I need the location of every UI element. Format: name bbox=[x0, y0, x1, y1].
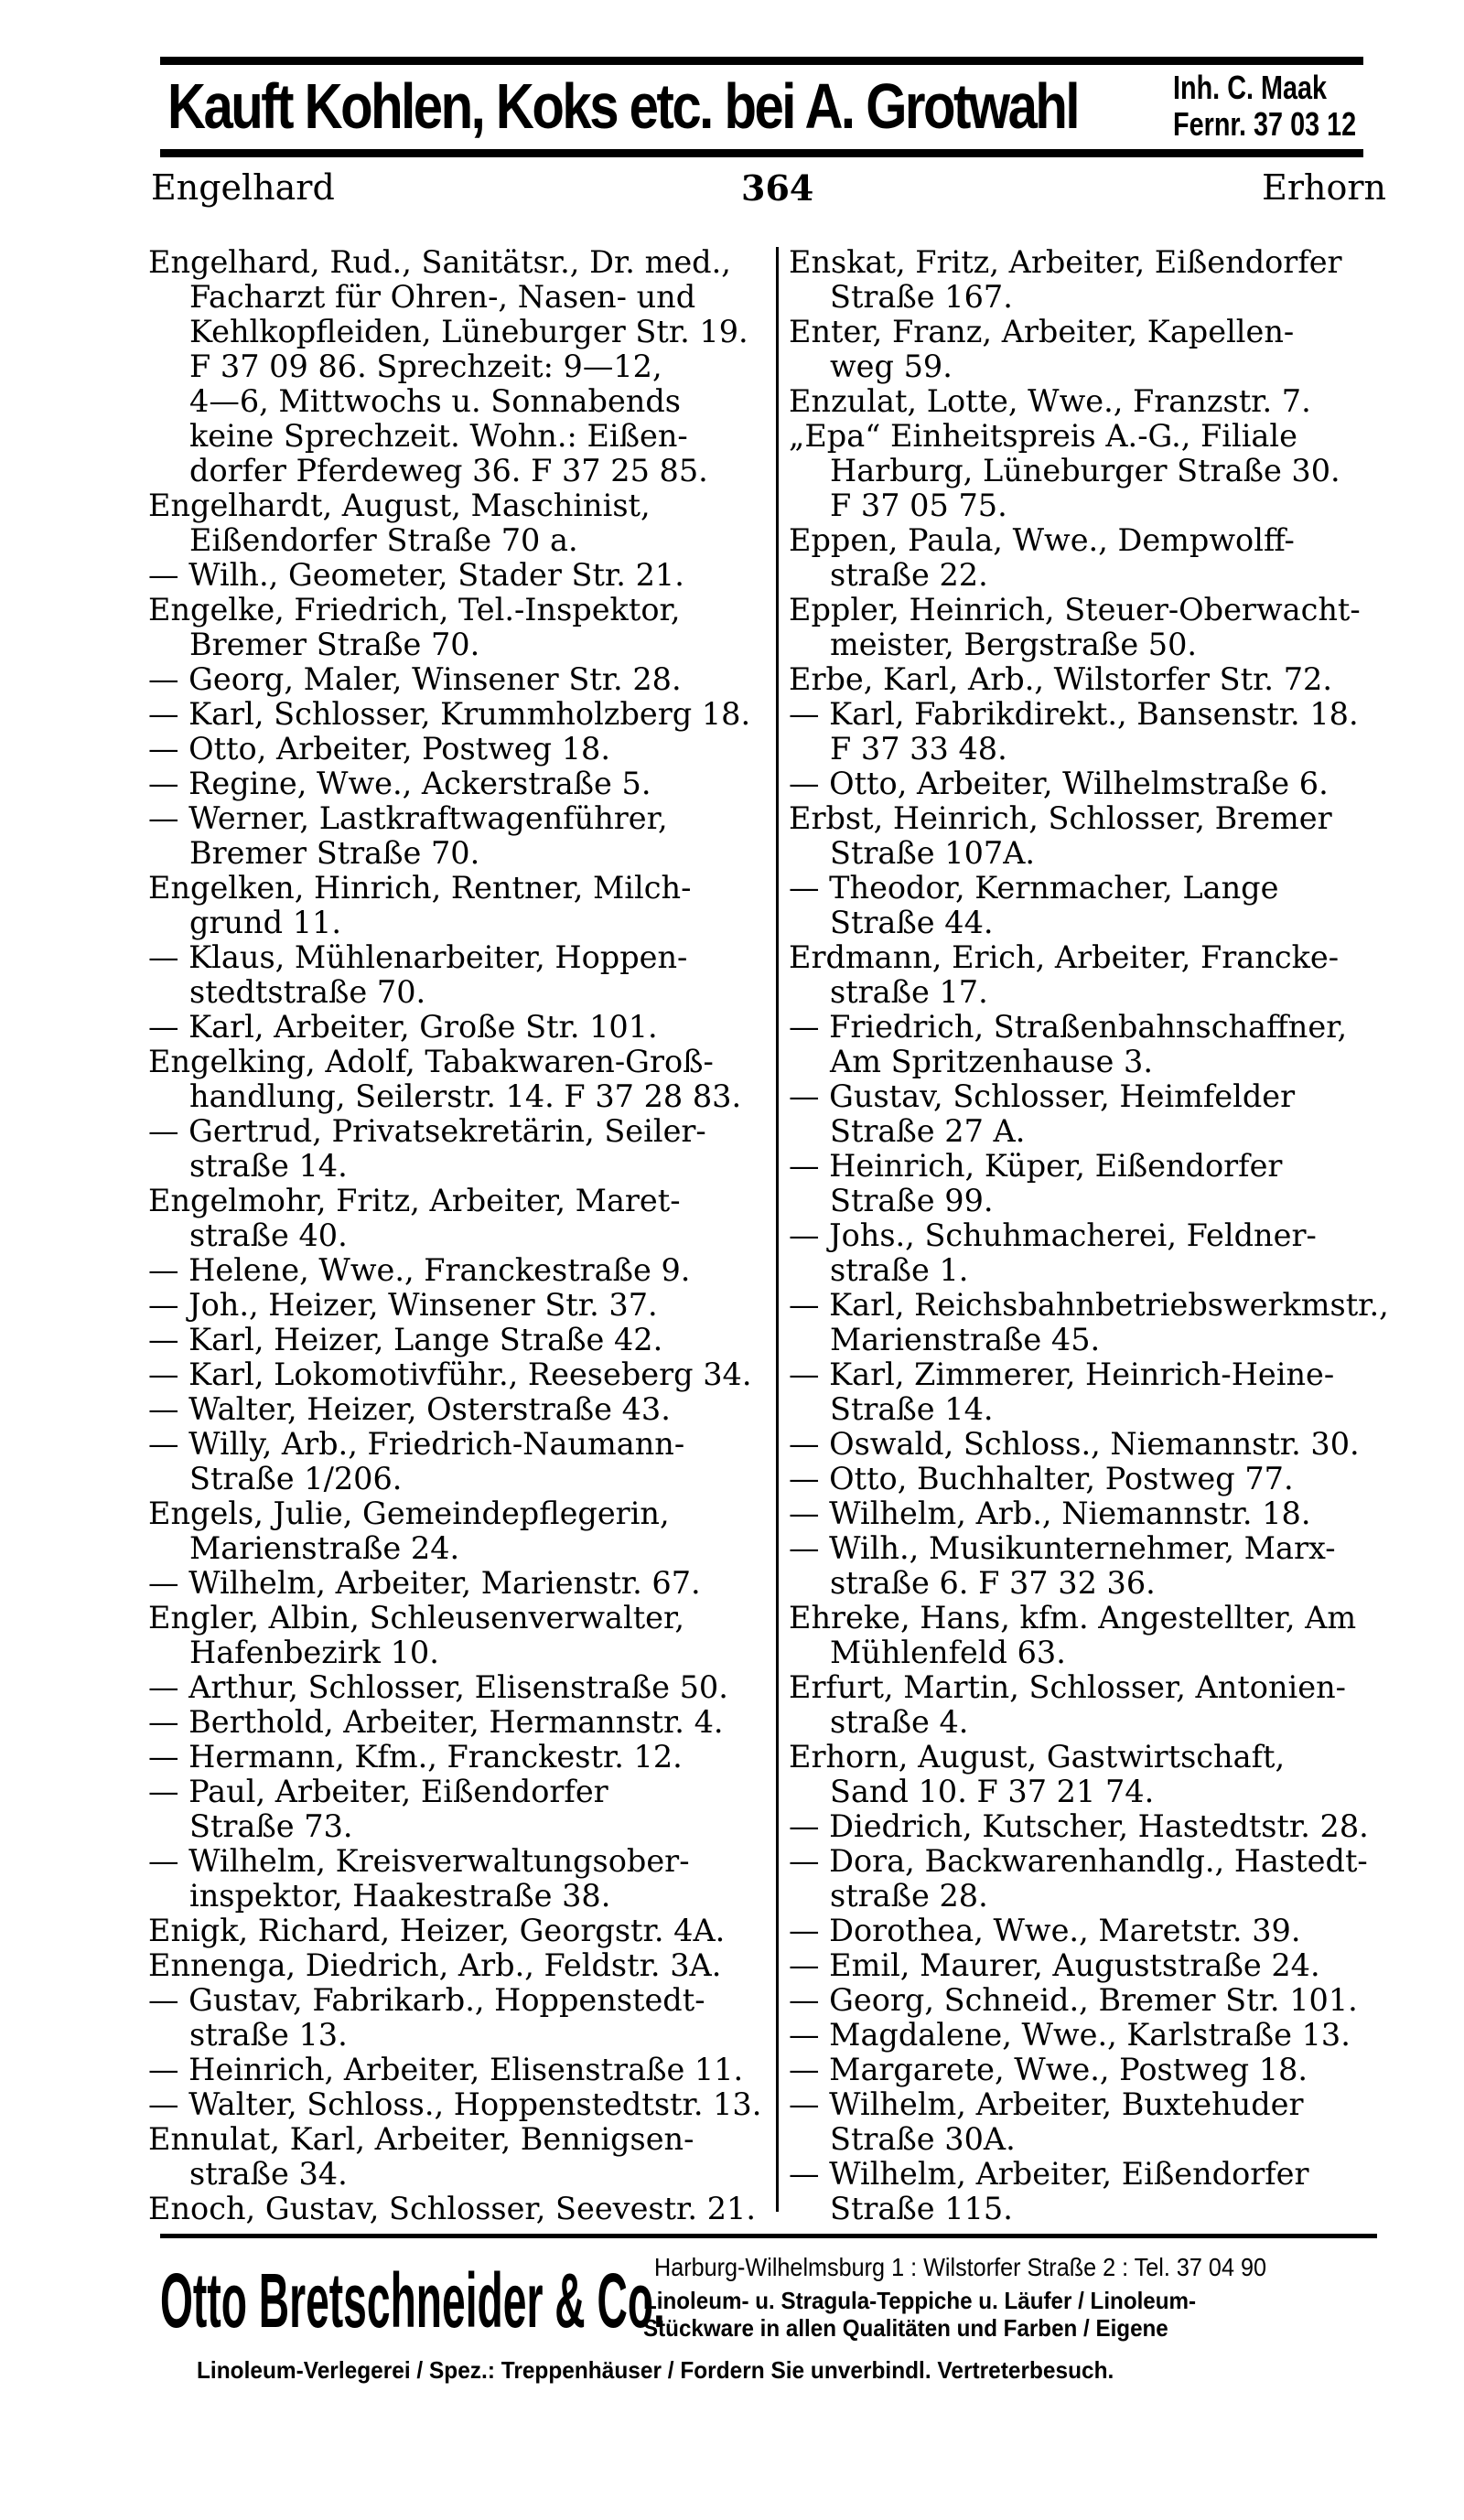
entry-continuation-line: Marienstraße 24. bbox=[189, 1530, 460, 1566]
entry-line: Engelhard, Rud., Sanitätsr., Dr. med., bbox=[148, 244, 731, 280]
entry-continuation-line: straße 4. bbox=[830, 1704, 969, 1740]
ad-rule-bottom bbox=[160, 149, 1363, 157]
directory-entry bbox=[789, 767, 1393, 801]
entry-line: — Gustav, Fabrikarb., Hoppenstedt- bbox=[148, 1982, 705, 2018]
entry-line: — Wilhelm, Arbeiter, Marienstr. 67. bbox=[148, 1565, 701, 1601]
entry-continuation-line: straße 14. bbox=[189, 1148, 348, 1184]
left-column bbox=[148, 245, 770, 2226]
entry-line: — Walter, Schloss., Hoppenstedtstr. 13. bbox=[148, 2086, 762, 2122]
entry-line: Erhorn, August, Gastwirtschaft, bbox=[789, 1739, 1286, 1775]
entry-continuation-line: F 37 09 86. Sprechzeit: 9—12, bbox=[189, 349, 662, 384]
ad-products-line: Stückware in allen Qualitäten und Farben / Eigene bbox=[643, 2314, 1168, 2342]
entry-line: — Karl, Heizer, Lange Straße 42. bbox=[148, 1322, 663, 1357]
entry-line: — Berthold, Arbeiter, Hermannstr. 4. bbox=[148, 1704, 724, 1740]
directory-entry bbox=[789, 1670, 1393, 1740]
entry-line: Enskat, Fritz, Arbeiter, Eißendorfer bbox=[789, 244, 1342, 280]
bottom-advertisement bbox=[160, 2236, 1405, 2419]
entry-continuation-line: Am Spritzenhause 3. bbox=[830, 1044, 1153, 1079]
directory-entry bbox=[789, 662, 1393, 697]
entry-line: — Heinrich, Küper, Eißendorfer bbox=[789, 1148, 1283, 1184]
directory-entry bbox=[789, 940, 1393, 1010]
entry-continuation-line: 4—6, Mittwochs u. Sonnabends bbox=[189, 383, 681, 419]
entry-continuation-line: straße 40. bbox=[189, 1217, 348, 1253]
entry-continuation-line: stedtstraße 70. bbox=[189, 974, 426, 1010]
entry-continuation-line: inspektor, Haakestraße 38. bbox=[189, 1878, 611, 1914]
entry-line: Erbe, Karl, Arb., Wilstorfer Str. 72. bbox=[789, 661, 1332, 697]
entry-continuation-line: straße 28. bbox=[830, 1878, 988, 1914]
directory-entry bbox=[789, 1914, 1393, 1948]
directory-entry bbox=[789, 871, 1393, 940]
entry-line: Enigk, Richard, Heizer, Georgstr. 4A. bbox=[148, 1913, 726, 1948]
entry-line: — Wilh., Musikunternehmer, Marx- bbox=[789, 1530, 1336, 1566]
entry-line: — Karl, Arbeiter, Große Str. 101. bbox=[148, 1009, 658, 1045]
entry-line: — Theodor, Kernmacher, Lange bbox=[789, 870, 1279, 906]
directory-entry bbox=[789, 1531, 1393, 1601]
directory-entry bbox=[148, 245, 770, 488]
directory-entry bbox=[148, 558, 770, 593]
directory-entry bbox=[789, 2087, 1393, 2157]
entry-continuation-line: F 37 05 75. bbox=[830, 488, 1007, 523]
directory-entry bbox=[148, 488, 770, 558]
entry-line: — Karl, Lokomotivführ., Reeseberg 34. bbox=[148, 1357, 752, 1392]
directory-entry bbox=[789, 2157, 1393, 2226]
entry-continuation-line: straße 22. bbox=[830, 557, 988, 593]
entry-continuation-line: Straße 73. bbox=[189, 1808, 353, 1844]
directory-entry bbox=[789, 2018, 1393, 2053]
entry-line: Engels, Julie, Gemeindepflegerin, bbox=[148, 1496, 670, 1531]
directory-entry bbox=[789, 315, 1393, 384]
entry-line: — Emil, Maurer, Auguststraße 24. bbox=[789, 1947, 1320, 1983]
ad-products bbox=[643, 2287, 1196, 2342]
directory-entry bbox=[148, 2053, 770, 2087]
entry-line: — Helene, Wwe., Franckestraße 9. bbox=[148, 1252, 691, 1288]
entry-line: Engler, Albin, Schleusenverwalter, bbox=[148, 1600, 684, 1635]
header-first-entry: Engelhard bbox=[151, 167, 335, 208]
entry-continuation-line: straße 6. F 37 32 36. bbox=[830, 1565, 1156, 1601]
entry-continuation-line: Straße 115. bbox=[830, 2191, 1013, 2226]
entry-line: — Wilhelm, Arbeiter, Buxtehuder bbox=[789, 2086, 1304, 2122]
entry-continuation-line: meister, Bergstraße 50. bbox=[830, 627, 1198, 662]
directory-entry bbox=[789, 1462, 1393, 1496]
entry-line: Engelhardt, August, Maschinist, bbox=[148, 488, 651, 523]
entry-line: — Wilhelm, Arb., Niemannstr. 18. bbox=[789, 1496, 1311, 1531]
right-column bbox=[789, 245, 1393, 2226]
ad-verlegerei: Linoleum-Verlegerei / Spez.: Treppenhäuser / Fordern Sie unverbindl. Vertreterbesuch. bbox=[197, 2356, 1114, 2384]
directory-entry bbox=[789, 245, 1393, 315]
entry-line: Engelke, Friedrich, Tel.-Inspektor, bbox=[148, 592, 681, 627]
directory-entry bbox=[148, 1045, 770, 1114]
entry-continuation-line: Kehlkopfleiden, Lüneburger Str. 19. bbox=[189, 314, 748, 349]
column-divider bbox=[776, 247, 779, 2212]
entry-continuation-line: Sand 10. F 37 21 74. bbox=[830, 1774, 1155, 1809]
entry-continuation-line: dorfer Pferdeweg 36. F 37 25 85. bbox=[189, 453, 708, 488]
entry-line: — Diedrich, Kutscher, Hastedtstr. 28. bbox=[789, 1808, 1369, 1844]
entry-line: — Otto, Arbeiter, Postweg 18. bbox=[148, 731, 610, 767]
entry-line: Ehreke, Hans, kfm. Angestellter, Am bbox=[789, 1600, 1357, 1635]
entry-line: — Walter, Heizer, Osterstraße 43. bbox=[148, 1391, 671, 1427]
directory-entry bbox=[789, 1809, 1393, 1844]
directory-entry bbox=[148, 1670, 770, 1705]
entry-line: Erdmann, Erich, Arbeiter, Francke- bbox=[789, 939, 1340, 975]
directory-entry bbox=[789, 1844, 1393, 1914]
entry-line: „Epa“ Einheitspreis A.-G., Filiale bbox=[789, 418, 1297, 454]
top-advertisement bbox=[160, 57, 1363, 157]
directory-entry bbox=[148, 2122, 770, 2192]
directory-entry bbox=[148, 1184, 770, 1253]
directory-entry bbox=[148, 1983, 770, 2053]
directory-entry bbox=[789, 384, 1393, 419]
directory-entry bbox=[148, 940, 770, 1010]
directory-entry bbox=[148, 871, 770, 940]
directory-entry bbox=[148, 1601, 770, 1670]
ad-owner: Inh. C. Maak bbox=[1173, 69, 1328, 106]
entry-line: — Gertrud, Privatsekretärin, Seiler- bbox=[148, 1113, 706, 1149]
directory-entry bbox=[789, 1983, 1393, 2018]
entry-continuation-line: Facharzt für Ohren-, Nasen- und bbox=[189, 279, 696, 315]
directory-entry bbox=[789, 1218, 1393, 1288]
entry-line: — Klaus, Mühlenarbeiter, Hoppen- bbox=[148, 939, 688, 975]
entry-continuation-line: straße 17. bbox=[830, 974, 988, 1010]
directory-entry bbox=[148, 801, 770, 871]
entry-line: — Karl, Reichsbahnbetriebswerkmstr., bbox=[789, 1287, 1389, 1323]
entry-line: — Wilhelm, Kreisverwaltungsober- bbox=[148, 1843, 690, 1879]
entry-line: — Georg, Maler, Winsener Str. 28. bbox=[148, 661, 682, 697]
entry-continuation-line: keine Sprechzeit. Wohn.: Eißen- bbox=[189, 418, 688, 454]
entry-continuation-line: Straße 14. bbox=[830, 1391, 994, 1427]
entry-continuation-line: handlung, Seilerstr. 14. F 37 28 83. bbox=[189, 1078, 742, 1114]
entry-line: — Heinrich, Arbeiter, Elisenstraße 11. bbox=[148, 2052, 744, 2087]
entry-line: — Joh., Heizer, Winsener Str. 37. bbox=[148, 1287, 658, 1323]
entry-continuation-line: Straße 99. bbox=[830, 1183, 994, 1218]
entry-line: — Arthur, Schlosser, Elisenstraße 50. bbox=[148, 1669, 728, 1705]
entry-line: — Margarete, Wwe., Postweg 18. bbox=[789, 2052, 1308, 2087]
entry-line: — Paul, Arbeiter, Eißendorfer bbox=[148, 1774, 608, 1809]
directory-entry bbox=[789, 1288, 1393, 1357]
ad-rule-top bbox=[160, 57, 1363, 65]
ad-headline: Kauft Kohlen, Koks etc. bei A. Grotwahl bbox=[167, 70, 1079, 142]
entry-continuation-line: Hafenbezirk 10. bbox=[189, 1635, 439, 1670]
entry-continuation-line: Straße 30A. bbox=[830, 2121, 1016, 2157]
directory-entry bbox=[789, 1601, 1393, 1670]
directory-entry bbox=[789, 1496, 1393, 1531]
entry-line: Engelmohr, Fritz, Arbeiter, Maret- bbox=[148, 1183, 681, 1218]
entry-line: — Friedrich, Straßenbahnschaffner, bbox=[789, 1009, 1348, 1045]
entry-line: Ennenga, Diedrich, Arb., Feldstr. 3A. bbox=[148, 1947, 722, 1983]
directory-entry bbox=[789, 1948, 1393, 1983]
entry-line: Eppen, Paula, Wwe., Dempwolff- bbox=[789, 522, 1295, 558]
entry-line: — Johs., Schuhmacherei, Feldner- bbox=[789, 1217, 1317, 1253]
entry-line: — Regine, Wwe., Ackerstraße 5. bbox=[148, 766, 651, 801]
entry-line: Enoch, Gustav, Schlosser, Seevestr. 21. bbox=[148, 2191, 756, 2226]
entry-line: — Karl, Zimmerer, Heinrich-Heine- bbox=[789, 1357, 1335, 1392]
entry-line: — Magdalene, Wwe., Karlstraße 13. bbox=[789, 2017, 1351, 2053]
ad-owner-block bbox=[1173, 70, 1356, 143]
directory-entry bbox=[789, 419, 1393, 523]
ad-firm-name: Otto Bretschneider & Co. bbox=[160, 2257, 665, 2343]
entry-continuation-line: Straße 44. bbox=[830, 905, 994, 940]
entry-continuation-line: Harburg, Lüneburger Straße 30. bbox=[830, 453, 1340, 488]
directory-entry bbox=[789, 1357, 1393, 1427]
directory-entry bbox=[148, 1357, 770, 1392]
directory-entry bbox=[789, 1079, 1393, 1149]
entry-line: — Georg, Schneid., Bremer Str. 101. bbox=[789, 1982, 1358, 2018]
entry-line: — Oswald, Schloss., Niemannstr. 30. bbox=[789, 1426, 1360, 1462]
directory-entry bbox=[148, 2087, 770, 2122]
directory-entry bbox=[148, 593, 770, 662]
directory-entry bbox=[148, 1010, 770, 1045]
directory-entry bbox=[789, 1740, 1393, 1809]
entry-continuation-line: Straße 167. bbox=[830, 279, 1013, 315]
entry-line: — Karl, Fabrikdirekt., Bansenstr. 18. bbox=[789, 696, 1359, 732]
directory-entry bbox=[148, 767, 770, 801]
entry-continuation-line: F 37 33 48. bbox=[830, 731, 1007, 767]
entry-line: Enzulat, Lotte, Wwe., Franzstr. 7. bbox=[789, 383, 1311, 419]
directory-entry bbox=[148, 1288, 770, 1323]
directory-entry bbox=[148, 1775, 770, 1844]
directory-entry bbox=[148, 1705, 770, 1740]
entry-continuation-line: straße 34. bbox=[189, 2156, 348, 2192]
entry-line: — Wilhelm, Arbeiter, Eißendorfer bbox=[789, 2156, 1309, 2192]
directory-entry bbox=[148, 662, 770, 697]
directory-entry bbox=[148, 1496, 770, 1566]
entry-line: Engelken, Hinrich, Rentner, Milch- bbox=[148, 870, 692, 906]
directory-entry bbox=[789, 1427, 1393, 1462]
directory-entry bbox=[148, 1740, 770, 1775]
directory-entry bbox=[789, 1010, 1393, 1079]
entry-line: — Gustav, Schlosser, Heimfelder bbox=[789, 1078, 1296, 1114]
directory-entry bbox=[789, 593, 1393, 662]
entry-line: — Dorothea, Wwe., Maretstr. 39. bbox=[789, 1913, 1301, 1948]
directory-entry bbox=[148, 1253, 770, 1288]
entry-continuation-line: grund 11. bbox=[189, 905, 341, 940]
directory-entry bbox=[789, 1149, 1393, 1218]
ad-phone: Fernr. 37 03 12 bbox=[1173, 105, 1357, 143]
entry-line: — Karl, Schlosser, Krummholzberg 18. bbox=[148, 696, 751, 732]
entry-continuation-line: Straße 107A. bbox=[830, 835, 1036, 871]
directory-entry bbox=[148, 1914, 770, 1948]
entry-continuation-line: Eißendorfer Straße 70 a. bbox=[189, 522, 578, 558]
entry-continuation-line: Bremer Straße 70. bbox=[189, 627, 480, 662]
entry-line: Eppler, Heinrich, Steuer-Oberwacht- bbox=[789, 592, 1361, 627]
entry-line: — Otto, Buchhalter, Postweg 77. bbox=[789, 1461, 1294, 1496]
directory-entry bbox=[148, 1566, 770, 1601]
entry-continuation-line: straße 1. bbox=[830, 1252, 969, 1288]
entry-line: Erfurt, Martin, Schlosser, Antonien- bbox=[789, 1669, 1346, 1705]
entry-continuation-line: Straße 1/206. bbox=[189, 1461, 403, 1496]
entry-line: Ennulat, Karl, Arbeiter, Bennigsen- bbox=[148, 2121, 694, 2157]
directory-entry bbox=[148, 1392, 770, 1427]
entry-continuation-line: weg 59. bbox=[830, 349, 953, 384]
entry-line: — Dora, Backwarenhandlg., Hastedt- bbox=[789, 1843, 1368, 1879]
directory-entry bbox=[148, 2192, 770, 2226]
directory-entry bbox=[148, 1427, 770, 1496]
directory-entry bbox=[148, 1114, 770, 1184]
entry-line: — Werner, Lastkraftwagenführer, bbox=[148, 800, 668, 836]
entry-continuation-line: Marienstraße 45. bbox=[830, 1322, 1101, 1357]
running-header bbox=[146, 167, 1391, 213]
ad-products-line: Linoleum- u. Stragula-Teppiche u. Läufer / Linoleum- bbox=[643, 2287, 1197, 2314]
entry-line: — Wilh., Geometer, Stader Str. 21. bbox=[148, 557, 684, 593]
directory-entry bbox=[148, 1323, 770, 1357]
directory-entry bbox=[148, 732, 770, 767]
entry-line: — Hermann, Kfm., Franckestr. 12. bbox=[148, 1739, 683, 1775]
entry-continuation-line: Bremer Straße 70. bbox=[189, 835, 480, 871]
entry-line: — Otto, Arbeiter, Wilhelmstraße 6. bbox=[789, 766, 1329, 801]
directory-entry bbox=[148, 1948, 770, 1983]
header-last-entry: Erhorn bbox=[1262, 167, 1386, 208]
directory-entry bbox=[789, 697, 1393, 767]
entry-continuation-line: Mühlenfeld 63. bbox=[830, 1635, 1066, 1670]
directory-entry bbox=[148, 1844, 770, 1914]
entry-line: — Willy, Arb., Friedrich-Naumann- bbox=[148, 1426, 685, 1462]
directory-entry bbox=[789, 801, 1393, 871]
entry-continuation-line: straße 13. bbox=[189, 2017, 348, 2053]
entry-line: Engelking, Adolf, Tabakwaren-Groß- bbox=[148, 1044, 714, 1079]
ad-address: Harburg-Wilhelmsburg 1 : Wilstorfer Straße 2 : Tel. 37 04 90 bbox=[654, 2253, 1266, 2281]
entry-line: Enter, Franz, Arbeiter, Kapellen- bbox=[789, 314, 1295, 349]
directory-entry bbox=[148, 697, 770, 732]
directory-entry bbox=[789, 2053, 1393, 2087]
entry-line: Erbst, Heinrich, Schlosser, Bremer bbox=[789, 800, 1332, 836]
entry-continuation-line: Straße 27 A. bbox=[830, 1113, 1026, 1149]
directory-entry bbox=[789, 523, 1393, 593]
page-number: 364 bbox=[741, 167, 814, 209]
